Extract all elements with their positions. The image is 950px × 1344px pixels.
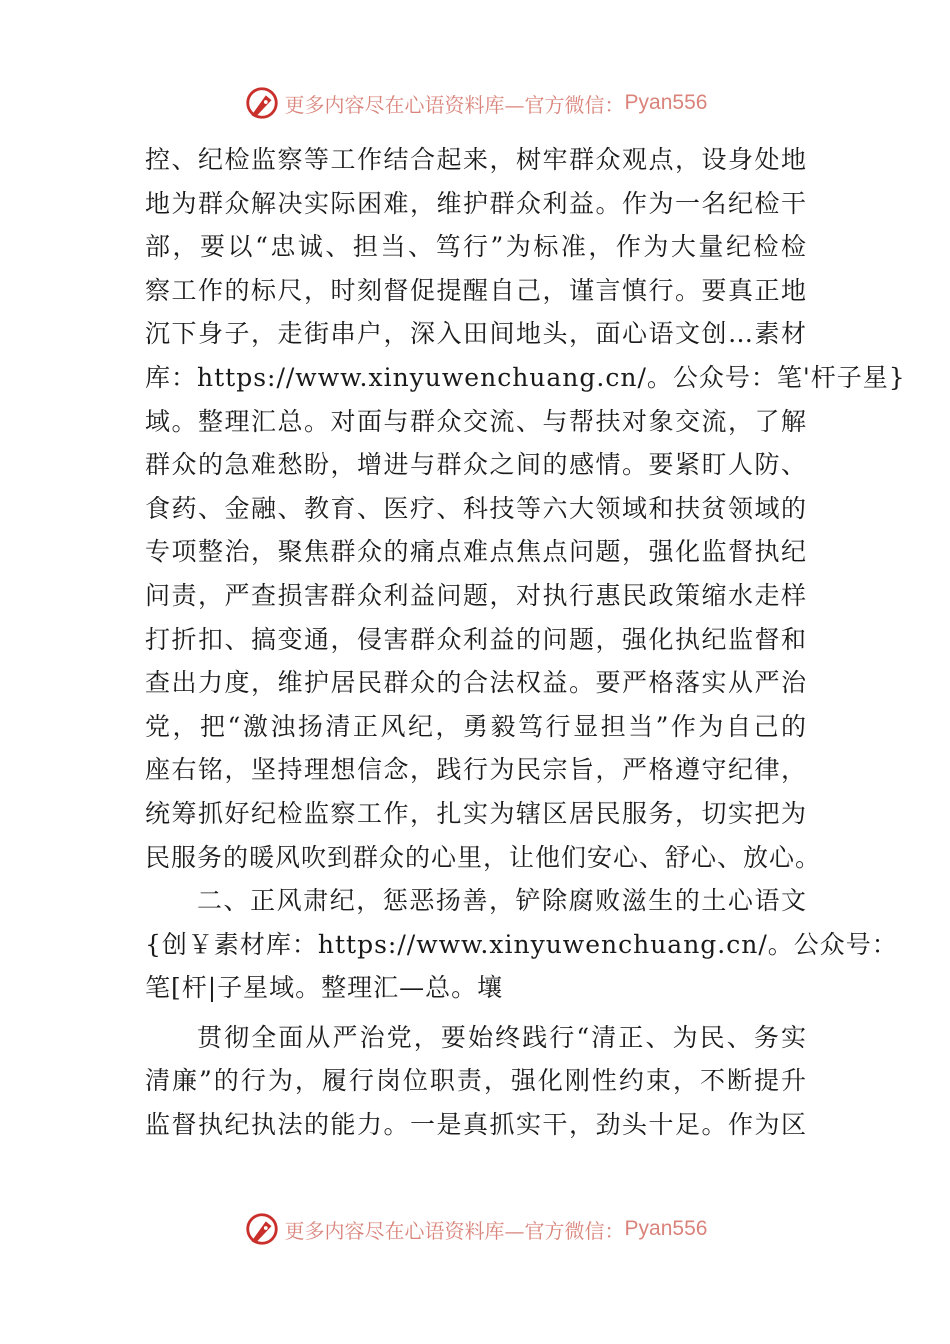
- pen-nib-circle-icon: [243, 1210, 281, 1248]
- footer-banner: [0, 1209, 950, 1249]
- text-line: 统筹抓好纪检监察工作，扎实为辖区居民服务，切实把为: [145, 798, 807, 828]
- document-body: [145, 138, 906, 1147]
- text-line: 座右铭，坚持理想信念，践行为民宗旨，严格遵守纪律，: [145, 755, 807, 785]
- banner-text: 更多内容尽在心语资料库—官方微信：: [284, 1218, 625, 1243]
- text-line: 党，把“激浊扬清正风纪，勇毅笃行显担当”作为自己的: [145, 711, 807, 741]
- text-line: 控、纪检监察等工作结合起来，树牢群众观点，设身处地: [145, 145, 807, 174]
- text-line: 察工作的标尺，时刻督促提醒自己，谨言慎行。要真正地: [145, 275, 807, 305]
- wechat-id: Pyan556: [624, 1217, 708, 1240]
- wechat-id: Pyan556: [624, 91, 708, 114]
- text-line: 食药、金融、教育、医疗、科技等六大领域和扶贫领域的: [145, 493, 807, 523]
- banner-text: 更多内容尽在心语资料库—官方微信：: [284, 92, 625, 117]
- text-line: 部，要以“忠诚、担当、笃行”为标准，作为大量纪检检: [145, 232, 807, 262]
- text-line: 群众的急难愁盼，增进与群众之间的感情。要紧盯人防、: [145, 450, 807, 480]
- text-line: 笔[杆|子星域。整理汇—总。壤: [145, 973, 504, 1003]
- text-line: 清廉”的行为，履行岗位职责，强化刚性约束，不断提升: [145, 1066, 807, 1096]
- text-line: 查出力度，维护居民群众的合法权益。要严格落实从严治: [145, 668, 807, 698]
- text-line: 沉下身子，走街串户，深入田间地头，面心语文创…素材: [145, 319, 807, 349]
- section-heading: 二、正风肃纪，惩恶扬善，铲除腐败滋生的土心语文: [197, 886, 807, 916]
- header-banner: [0, 83, 950, 123]
- text-line: 贯彻全面从严治党，要始终践行“清正、为民、务实: [197, 1022, 807, 1052]
- text-line: 打折扣、搞变通，侵害群众利益的问题，强化执纪监督和: [145, 624, 807, 654]
- text-line: 监督执纪执法的能力。一是真抓实干，劲头十足。作为区: [145, 1110, 807, 1140]
- text-line: 民服务的暖风吹到群众的心里，让他们安心、舒心、放心。: [145, 842, 822, 872]
- pen-nib-circle-icon: [243, 84, 281, 122]
- text-line: 问责，严查损害群众利益问题，对执行惠民政策缩水走样: [145, 580, 807, 610]
- text-line: 专项整治，聚焦群众的痛点难点焦点问题，强化监督执纪: [145, 537, 807, 567]
- text-line: 地为群众解决实际困难，维护群众利益。作为一名纪检干: [145, 188, 807, 218]
- text-line: 域。整理汇总。对面与群众交流、与帮扶对象交流，了解: [145, 406, 807, 436]
- text-line: {创￥素材库：https://www.xinyuwenchuang.cn/。公众号：: [145, 929, 898, 959]
- text-line: 库：https://www.xinyuwenchuang.cn/。公众号：笔'杆子星}: [145, 362, 906, 392]
